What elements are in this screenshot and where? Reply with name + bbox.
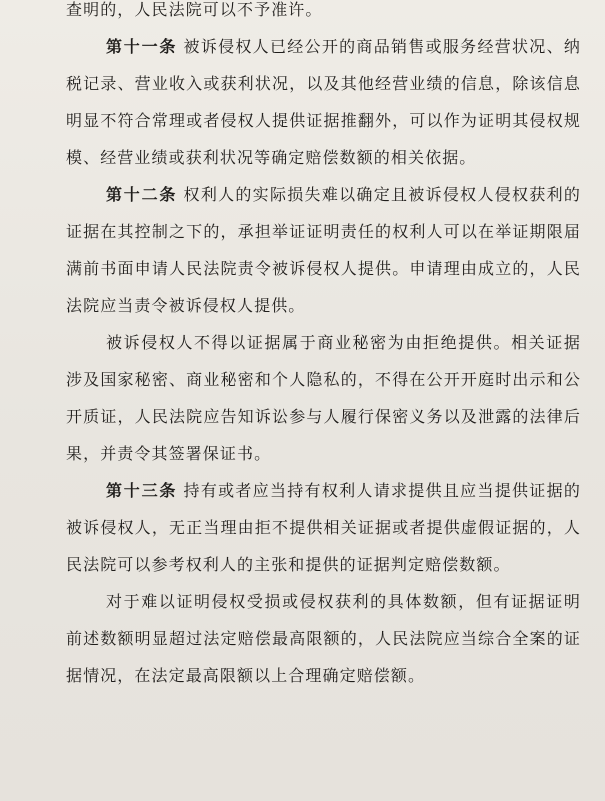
- paragraph-text: 权利人的实际损失难以确定且被诉侵权人侵权获利的证据在其控制之下的，承担举证证明责任的权利人可以在举证期限届满前书面申请人民法院责令被诉侵权人提供。申请理由成立的，人民法院应当责令被诉侵权人提供。: [66, 185, 581, 315]
- article-12-paragraph-2: [66, 324, 581, 472]
- article-heading: 第十一条: [106, 37, 178, 56]
- article-13-paragraph-2: [66, 583, 581, 694]
- paragraph-text: 持有或者应当持有权利人请求提供且应当提供证据的被诉侵权人，无正当理由拒不提供相关证据或者提供虚假证据的，人民法院可以参考权利人的主张和提供的证据判定赔偿数额。: [66, 481, 581, 574]
- paragraph-text: 被诉侵权人已经公开的商品销售或服务经营状况、纳税记录、营业收入或获利状况，以及其他经营业绩的信息，除该信息明显不符合常理或者侵权人提供证据推翻外，可以作为证明其侵权规模、经营业绩或获利状况等确定赔偿数额的相关依据。: [66, 37, 581, 167]
- article-heading: 第十三条: [106, 481, 178, 500]
- article-11-paragraph: [66, 28, 581, 176]
- paragraph-continuation: [66, 0, 581, 28]
- document-body: [66, 0, 581, 694]
- paragraph-text: 被诉侵权人不得以证据属于商业秘密为由拒绝提供。相关证据涉及国家秘密、商业秘密和个人隐私的，不得在公开开庭时出示和公开质证，人民法院应告知诉讼参与人履行保密义务以及泄露的法律后果，并责令其签署保证书。: [66, 333, 581, 463]
- article-heading: 第十二条: [106, 185, 178, 204]
- article-12-paragraph: [66, 176, 581, 324]
- paragraph-text: 查明的，人民法院可以不予准许。: [66, 0, 323, 19]
- article-13-paragraph: [66, 472, 581, 583]
- paragraph-text: 对于难以证明侵权受损或侵权获利的具体数额，但有证据证明前述数额明显超过法定赔偿最高限额的，人民法院应当综合全案的证据情况，在法定最高限额以上合理确定赔偿额。: [66, 592, 581, 685]
